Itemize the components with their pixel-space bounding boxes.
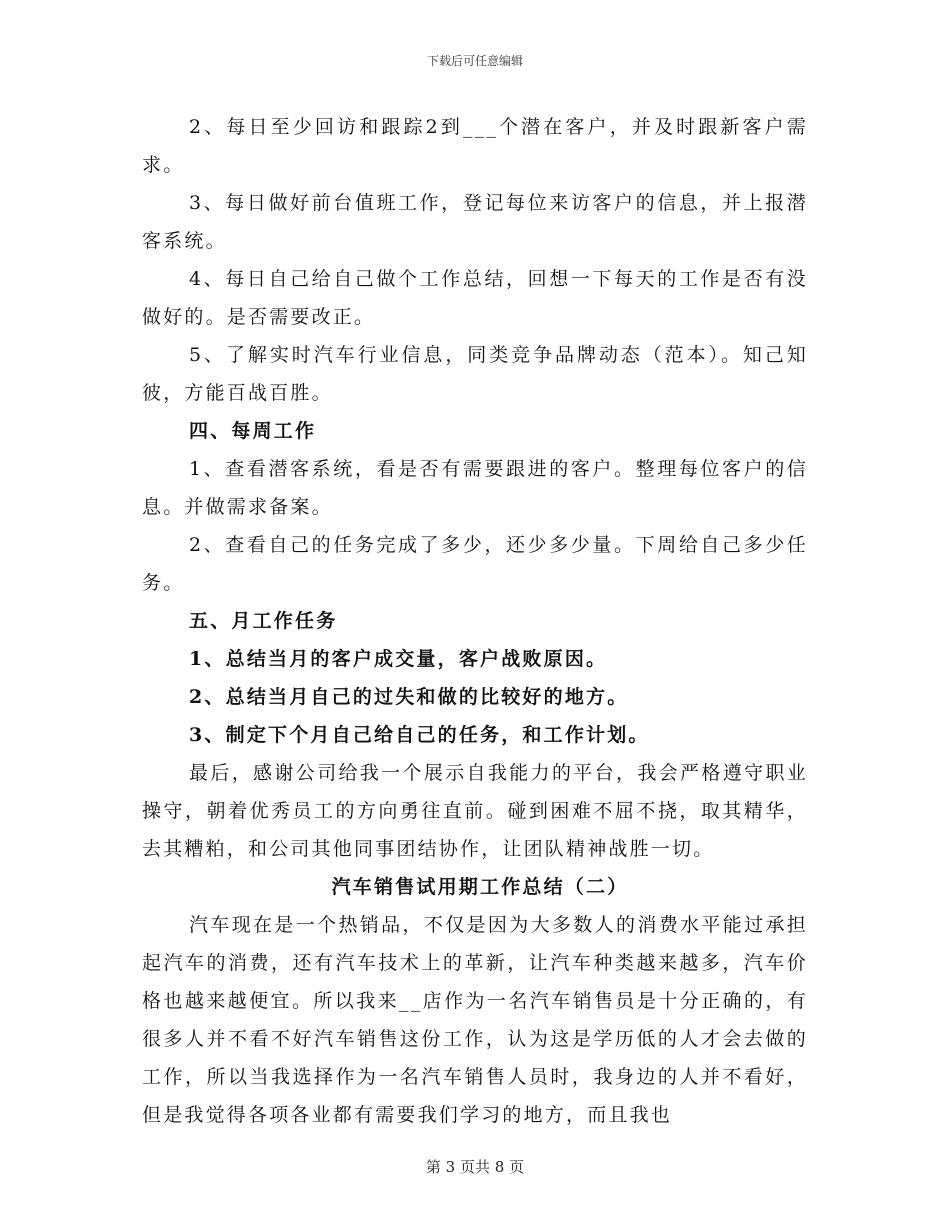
page-number: 第 3 页共 8 页 [425, 1158, 525, 1176]
paragraph-closing: 最后，感谢公司给我一个展示自我能力的平台，我会严格遵守职业操守，朝着优秀员工的方向勇往直前。碰到困难不屈不挠，取其精华，去其糟粕，和公司其他同事团结协作，让团队精神战胜一切。 [142, 762, 808, 860]
document-body [142, 108, 808, 1134]
heading-monthly-tasks: 五、月工作任务 [189, 610, 338, 632]
heading-weekly-work: 四、每周工作 [189, 420, 317, 442]
paragraph-weekly-2: 2、查看自己的任务完成了多少，还少多少量。下周给自己多少任务。 [142, 534, 808, 594]
page-header: 下载后可任意编辑 [426, 54, 523, 68]
paragraph-weekly-1: 1、查看潜客系统，看是否有需要跟进的客户。整理每位客户的信息。并做需求备案。 [142, 458, 808, 518]
paragraph-intro: 汽车现在是一个热销品，不仅是因为大多数人的消费水平能过承担起汽车的消费，还有汽车技术上的革新，让汽车种类越来越多，汽车价格也越来越便宜。所以我来__店作为一名汽车销售员是十分正确的，有很多人并不看不好汽车销售这份工作，认为这是学历低的人才会去做的工作，所以当我选择作为一名汽车销售人员时，我身边的人并不看好，但是我觉得各项各业都有需要我们学习的地方，而且我也 [142, 914, 808, 1126]
paragraph-daily-3: 3、每日做好前台值班工作，登记每位来访客户的信息，并上报潜客系统。 [142, 192, 808, 252]
paragraph-daily-4: 4、每日自己给自己做个工作总结，回想一下每天的工作是否有没做好的。是否需要改正。 [142, 268, 808, 328]
section-title: 汽车销售试用期工作总结（二） [331, 876, 629, 898]
paragraph-monthly-1: 1、总结当月的客户成交量，客户战败原因。 [189, 648, 608, 670]
paragraph-monthly-3: 3、制定下个月自己给自己的任务，和工作计划。 [189, 724, 650, 746]
paragraph-monthly-2: 2、总结当月自己的过失和做的比较好的地方。 [189, 686, 629, 708]
paragraph-daily-5: 5、了解实时汽车行业信息，同类竞争品牌动态（范本）。知己知彼，方能百战百胜。 [142, 344, 808, 404]
paragraph-daily-2: 2、每日至少回访和跟踪2到___个潜在客户，并及时跟新客户需求。 [142, 116, 808, 176]
